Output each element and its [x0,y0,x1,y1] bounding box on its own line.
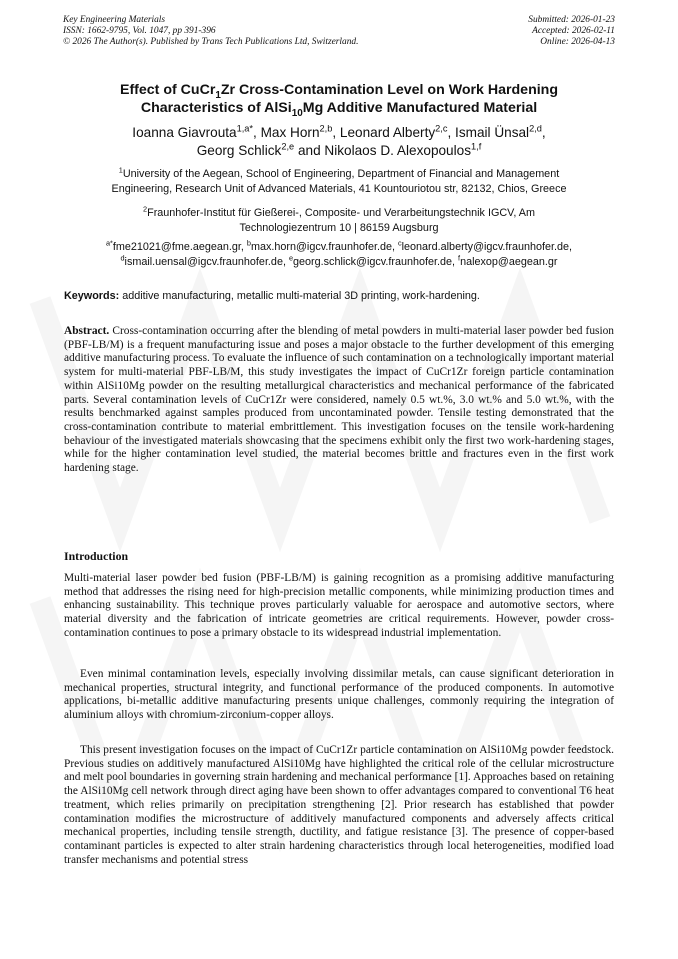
keywords [64,289,616,303]
author: Nikolaos D. Alexopoulos [324,143,471,158]
paragraph: Multi-material laser powder bed fusion (PBF-LB/M) is gaining recognition as a promising additive manufacturing method that addresses the rising need for high-precision metallic components, while minimizing production times and enhancing sustainability. This technique proves particularly valuable for aerospace and automotive sectors, where material diversity and the fabrication of intricate geometries are critical requirements. However, powder cross-contamination continues to pose a primary obstacle to its widespread industrial implementation. [64,572,614,639]
email-link[interactable]: nalexop@aegean.gr [460,255,558,268]
online-date: Online: 2026-04-13 [540,37,615,48]
keywords-label: Keywords: [64,290,120,302]
copyright-notice: © 2026 The Author(s). Published by Trans Tech Publications Ltd, Switzerland. [63,37,359,48]
affiliation-1: $^1$University of the Aegean, School of Engineering, Department of Financial and Management Engineering, Research Unit of Advanced Materials, 41 Kountouriotou str, 82132, Chios, Greece [111,165,567,195]
author-list: Ioanna Giavrouta$^{1,a*}$, Max Horn$^{2,b}$, Leonard Alberty$^{2,c}$, Ismail Ünsal$^{2,d}$, Georg Schlick$^{2,e}$ and Nikolaos D. Alexopoulos$^{1,f}$ [132,123,546,158]
email-link[interactable]: fme21021@fme.aegean.gr, [112,241,247,253]
author-emails: $^{a*}$fme21021@fme.aegean.gr, $^b$max.horn@igcv.fraunhofer.de, $^c$leonard.alberty@igcv.fraunhofer.de, $^d$ismail.uensal@igcv.fraunhofer.de, $^e$georg.schlick@igcv.fraunhofer.de, $^f$nalexop@aegean.gr [105,238,573,268]
section-heading-introduction: Introduction [64,549,129,563]
paragraph: This present investigation focuses on the impact of CuCr1Zr particle contamination on AlSi10Mg powder feedstock. Previous studies on additively manufactured AlSi10Mg have highlighted the critical role of the cellular microstructure and melt pool boundaries in governing strain hardening and mechanical performance [1]. Approaches based on retaining the AlSi10Mg cell network through direct aging have been shown to offer advantages compared to conventional T6 heat treatment, which relies primarily on precipitation strengthening [2]. Prior research has established that powder contamination modifies the microstructure of additively manufactured components and adversely affects critical mechanical properties, including tensile strength, ductility, and fatigue resistance [3]. The presence of copper-based contaminant particles is expected to alter strain hardening characteristics through local heterogeneities, modified load transfer mechanisms and potential stress [64,744,614,866]
email-link[interactable]: georg.schlick@igcv.fraunhofer.de, [293,255,459,268]
abstract [64,325,614,476]
email-link[interactable]: leonard.alberty@igcv.fraunhofer.de, [401,241,573,253]
author: Max Horn [260,125,320,140]
author: Georg Schlick [196,143,282,158]
paper-title: Effect of CuCr$_1$Zr Cross-Contamination Level on Work Hardening Characteristics of AlSi$_{10}$Mg Additive Manufactured Material [119,82,559,119]
keywords-text: additive manufacturing, metallic multi-material 3D printing, work-hardening. [119,290,480,302]
submitted-date: Submitted: 2026-01-23 [528,15,615,25]
email-link[interactable]: max.horn@igcv.fraunhofer.de, [250,241,398,253]
journal-info [63,15,358,49]
journal-issn: ISSN: 1662-9795, Vol. 1047, pp 391-396 [63,26,216,37]
author: Leonard Alberty [339,125,436,140]
abstract-text: Cross-contamination occurring after the blending of metal powders in multi-material laser powder bed fusion (PBF-LB/M) is a frequent manufacturing issue and poses a major obstacle to the further development of this emerging additive manufacturing process. To evaluate the influence of such contamination on a technologically important material system for multi-material PBF-LB/M, this study investigates the impact of CuCr1Zr foreign particle contamination within AlSi10Mg powder on the resulting metallurgical characteristics and mechanical performance of the fabricated parts. Several contamination levels of CuCr1Zr were considered, namely 0.5 wt.%, 3.0 wt.% and 5.0 wt.%, with the results benchmarked against samples produced from uncontaminated powder. Tensile testing demonstrated that the cross-contamination contribute to material embrittlement. This investigation focuses on the tensile work-hardening behaviour of the investigated materials showcasing that the specimens exhibit only the first two work-hardening stages, while for the higher contamination level studied, the material becomes brittle and fractures even in the first work hardening stage. [64,325,614,475]
affiliation-2: $^2$Fraunhofer-Institut für Gießerei-, Composite- und Verarbeitungstechnik IGCV, Am Technologiezentrum 10 | 86159 Augsburg [143,204,535,234]
dates-info [528,15,615,49]
author: Ioanna Giavrouta [132,125,237,140]
paragraph: Even minimal contamination levels, especially involving dissimilar metals, can cause significant deterioration in mechanical properties, structural integrity, and functional performance of the produced components. In automotive applications, bi-metallic additive manufacturing presents unique challenges, commonly requiring the integration of aluminium alloys with chromium-zirconium-copper alloys. [64,668,614,722]
journal-name: Key Engineering Materials [63,15,166,25]
email-link[interactable]: ismail.uensal@igcv.fraunhofer.de, [124,255,289,268]
author: Ismail Ünsal [455,125,530,140]
abstract-label: Abstract. [64,325,110,337]
accepted-date: Accepted: 2026-02-11 [532,26,615,37]
